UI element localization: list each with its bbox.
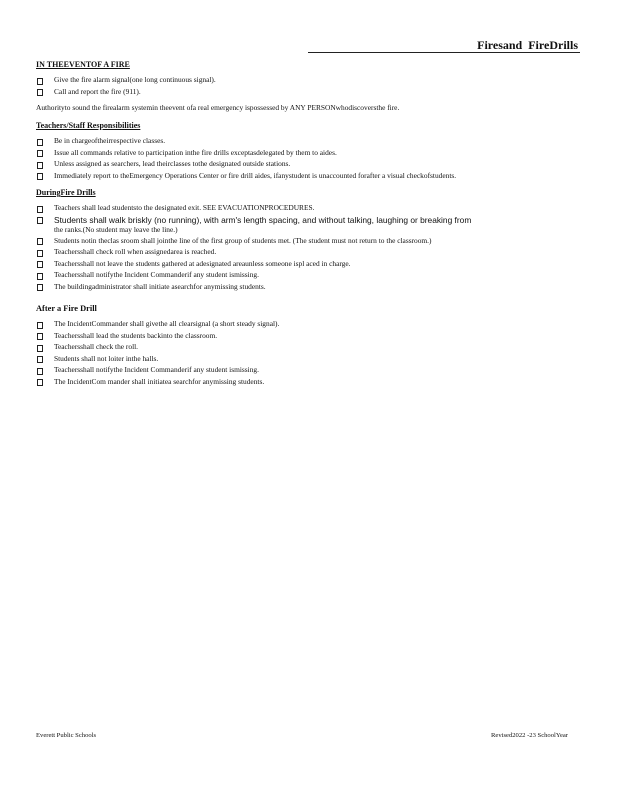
page-footer [36, 732, 582, 739]
list-item: Call and report the fire (911). [36, 87, 582, 98]
checkbox-bullet-icon [37, 284, 43, 291]
section-during-fire-drills [36, 188, 582, 292]
page-title: Firesand FireDrills [477, 38, 578, 52]
checkbox-bullet-icon [37, 217, 43, 224]
list-item: Teachersshall notifythe Incident Commanderif any student ismissing. [36, 270, 582, 281]
document-body [36, 60, 582, 394]
list-item: The IncidentCom mander shall initiatea searchfor anymissing students. [36, 377, 582, 388]
section-heading: Teachers/Staff Responsibilities [36, 121, 141, 130]
bullet-list [36, 319, 582, 387]
list-item: Give the fire alarm signal(one long continuous signal). [36, 75, 582, 86]
list-item: Teachersshall check the roll. [36, 342, 582, 353]
list-item: Teachersshall not leave the students gathered at adesignated areaunless someone ispl aced in charge. [36, 259, 582, 270]
list-item: Teachersshall lead the students backinto the classroom. [36, 331, 582, 342]
list-item: Students shall not loiter inthe halls. [36, 354, 582, 365]
list-item: Teachersshall check roll when assignedarea is reached. [36, 247, 582, 258]
section-teachers-staff [36, 121, 582, 181]
checkbox-bullet-icon [37, 238, 43, 245]
title-rule [308, 52, 580, 53]
list-item: Students shall walk briskly (no running), with arm's length spacing, and without talking, laughing or breaking from the ranks.(No student may leave the line.) [36, 215, 582, 235]
list-item: The buildingadministrator shall initiate asearchfor anymissing students. [36, 282, 582, 293]
list-item: Teachers shall lead studentsto the designated exit. SEE EVACUATIONPROCEDURES. [36, 203, 582, 214]
section-heading: After a Fire Drill [36, 304, 97, 313]
checkbox-bullet-icon [37, 261, 43, 268]
footer-right: Revised2022 -23 SchoolYear [491, 732, 568, 739]
checkbox-bullet-icon [37, 139, 43, 146]
list-item: Issue all commands relative to participation inthe fire drills exceptasdelegated by them to aides. [36, 148, 582, 159]
checkbox-bullet-icon [37, 333, 43, 340]
checkbox-bullet-icon [37, 379, 43, 386]
section-after-fire-drill [36, 304, 582, 387]
list-item: Teachersshall notifythe Incident Commanderif any student ismissing. [36, 365, 582, 376]
checkbox-bullet-icon [37, 162, 43, 169]
checkbox-bullet-icon [37, 345, 43, 352]
checkbox-bullet-icon [37, 322, 43, 329]
checkbox-bullet-icon [37, 150, 43, 157]
section-in-event-of-fire [36, 60, 582, 112]
list-item: Be in chargeoftheirrespective classes. [36, 136, 582, 147]
checkbox-bullet-icon [37, 250, 43, 257]
authority-paragraph: Authorityto sound the firealarm systemin theevent ofa real emergency ispossessed by ANY PERSONwhodiscoversthe fire. [36, 103, 400, 112]
section-heading: IN THEEVENTOF A FIRE [36, 60, 130, 69]
checkbox-bullet-icon [37, 89, 43, 96]
checkbox-bullet-icon [37, 273, 43, 280]
list-item: Immediately report to theEmergency Operations Center or fire drill aides, ifanystudent is unaccounted forafter a visual checkofstudents. [36, 171, 582, 182]
bullet-list [36, 136, 582, 181]
checkbox-bullet-icon [37, 356, 43, 363]
checkbox-bullet-icon [37, 368, 43, 375]
list-item: Students notin theclas sroom shall jointhe line of the first group of students met. (The student must not return to the classroom.) [36, 236, 582, 247]
bullet-list [36, 75, 582, 97]
list-item: Unless assigned as searchers, lead theirclasses tothe designated outside stations. [36, 159, 582, 170]
checkbox-bullet-icon [37, 206, 43, 213]
bullet-list [36, 203, 582, 292]
footer-left: Everett Public Schools [36, 732, 97, 739]
checkbox-bullet-icon [37, 78, 43, 85]
section-heading: DuringFire Drills [36, 188, 96, 197]
list-item: The IncidentCommander shall givethe all clearsignal (a short steady signal). [36, 319, 582, 330]
checkbox-bullet-icon [37, 173, 43, 180]
